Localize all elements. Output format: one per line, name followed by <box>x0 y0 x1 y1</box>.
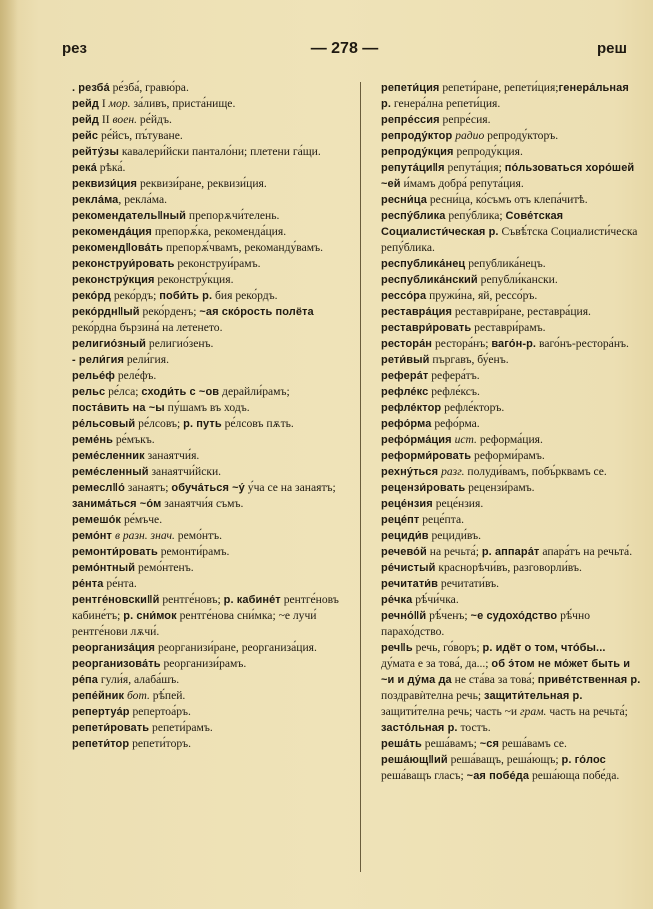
dictionary-entry <box>371 288 641 304</box>
headword: речево́й <box>381 546 427 558</box>
headword: репети́тор <box>72 738 130 750</box>
dictionary-entry <box>371 384 641 400</box>
translation: ре́мъче. <box>121 513 163 526</box>
headword: реша́ть <box>381 738 422 750</box>
headword: рентге́новски‖й <box>72 594 160 606</box>
dictionary-entry <box>371 272 641 288</box>
translation: рефле́кторъ. <box>441 401 505 414</box>
translation: реставри́ране, реставра́ция. <box>451 305 591 318</box>
dictionary-entry <box>62 96 350 112</box>
translation: реце́нзия. <box>432 497 484 510</box>
page-number: — 278 — <box>310 40 379 57</box>
translation: репута́ция; <box>444 161 505 174</box>
headword: рефо́рма́ция <box>381 434 452 446</box>
dictionary-entry <box>62 640 350 656</box>
headword: реконструи́ровать <box>72 258 175 270</box>
headword: поби́ть р. <box>159 290 213 302</box>
headword: река́ <box>72 162 97 174</box>
translation: занаятчи́йски. <box>148 465 222 478</box>
dictionary-entry <box>62 144 350 160</box>
headword: ~ся <box>479 738 499 750</box>
headword: засто́льная р. <box>381 722 458 734</box>
translation: ремонти́рамъ. <box>157 545 230 558</box>
dictionary-entry <box>62 208 350 224</box>
translation: препорѫчи́телень. <box>186 209 280 222</box>
translation: ремо́нтъ. <box>174 529 223 542</box>
translation: репети́рамъ. <box>149 721 213 734</box>
dictionary-entry <box>371 576 641 592</box>
headword: репертуа́р <box>72 706 130 718</box>
dictionary-entry <box>371 544 641 560</box>
dictionary-entry <box>371 112 641 128</box>
dictionary-entry <box>371 464 641 480</box>
headword: рефера́т <box>381 370 429 382</box>
headword: реко́рдн‖ый <box>72 306 140 318</box>
translation: краснорѣчи́въ, разговорли́въ. <box>435 561 582 574</box>
translation: реставри́рамъ. <box>471 321 546 334</box>
dictionary-entry <box>62 176 350 192</box>
headword: реце́пт <box>381 514 420 526</box>
headword: рельс <box>72 386 106 398</box>
translation: рентге́нова сни́мка; ~е лучи́ рентге́нови лѫчи́. <box>72 609 317 638</box>
dictionary-entry <box>62 480 350 512</box>
translation: апара́тъ на речьта́. <box>539 545 633 558</box>
translation: репроду́кторъ. <box>484 129 559 142</box>
headword: р. путь <box>183 418 222 430</box>
column-divider <box>360 82 361 872</box>
headword: обуча́ться ~у́ <box>171 482 245 494</box>
dictionary-entry <box>62 592 350 640</box>
headword: защити́тельная р. <box>484 690 583 702</box>
translation: полуди́вамъ, побъ́рквамъ се. <box>464 465 607 478</box>
translation: кавалери́йски пантало́ни; плетени га́щи. <box>118 145 321 158</box>
dictionary-entry <box>62 576 350 592</box>
translation: рѣ́чи́чка. <box>412 593 459 606</box>
dictionary-entry <box>62 80 350 96</box>
translation: репертоа́ръ. <box>129 705 191 718</box>
headword: рекоменда́ция <box>72 226 152 238</box>
headword: р. кабине́т <box>223 594 281 606</box>
translation: II <box>98 113 113 126</box>
headword: ремесл‖о́ <box>72 482 125 494</box>
header-right-guide-word: реш <box>596 40 627 57</box>
dictionary-entry <box>371 400 641 416</box>
dictionary-entry <box>371 352 641 368</box>
translation: Съвѣ́тска Социалисти́ческа репу́блика. <box>381 225 638 254</box>
headword: реша́ющ‖ий <box>381 754 448 766</box>
headword: ресни́ца <box>381 194 427 206</box>
translation: бия реко́рдъ. <box>212 289 278 302</box>
translation: ре́лса; <box>105 385 142 398</box>
headword: репети́ровать <box>72 722 150 734</box>
translation: републи́кански. <box>477 273 558 286</box>
translation: рѣка́. <box>96 161 126 174</box>
translation: ресни́ца, ко́съмъ отъ клепа́читѣ. <box>426 193 588 206</box>
dictionary-entry <box>371 416 641 432</box>
headword: ремонти́ровать <box>72 546 158 558</box>
translation: реле́фъ. <box>114 369 157 382</box>
dictionary-entry <box>62 560 350 576</box>
headword: поста́вить на ~ы <box>72 402 165 414</box>
right-column <box>371 80 641 784</box>
dictionary-entry <box>371 480 641 496</box>
translation: репре́сия. <box>439 113 491 126</box>
translation: за́ливъ, приста́нище. <box>130 97 236 110</box>
dictionary-entry <box>371 752 641 784</box>
translation: рефле́ксъ. <box>428 385 480 398</box>
usage-label: в разн. знач. <box>114 529 175 542</box>
translation: пъргавъ, бу́енъ. <box>429 353 509 366</box>
headword: реставри́ровать <box>381 322 472 334</box>
dictionary-entry <box>371 640 641 736</box>
headword: ~ая побе́да <box>466 770 530 782</box>
headword: по́льзоваться хоро́шей ~ей <box>381 162 635 190</box>
headword: приве́тственная р. <box>537 674 641 686</box>
dictionary-entry <box>371 80 641 112</box>
translation: ре́йсъ, пъ́туване. <box>98 129 183 142</box>
translation: ре́нта. <box>103 577 137 590</box>
translation: реформи́рамъ. <box>471 449 545 462</box>
headword: Сове́тская Социалисти́ческая р. <box>381 210 564 238</box>
translation: реша́ващъ гласъ; <box>381 769 467 782</box>
dictionary-entry <box>62 432 350 448</box>
left-column <box>62 80 350 752</box>
translation: рестора́нъ; <box>432 337 492 350</box>
translation: поздравѝтелна речь; <box>381 689 485 702</box>
headword: репроду́ктор <box>381 130 453 142</box>
dictionary-entry <box>62 512 350 528</box>
headword: реч‖ь <box>381 642 413 654</box>
headword: ~ая ско́рость полёта <box>199 306 314 318</box>
translation: ре́йдъ. <box>137 113 172 126</box>
translation: рентге́новъ; <box>159 593 224 606</box>
dictionary-entry <box>371 512 641 528</box>
headword: рефо́рма <box>381 418 432 430</box>
translation: ре́мъкъ. <box>112 433 155 446</box>
translation: рефера́тъ. <box>428 369 480 382</box>
headword: репре́ссия <box>381 114 440 126</box>
translation: реконстру́кция. <box>154 273 234 286</box>
dictionary-entry <box>62 464 350 480</box>
headword: ремо́нт <box>72 530 113 542</box>
translation: реко́рдна бързина́ на летенето. <box>72 321 223 334</box>
headword: речитати́в <box>381 578 439 590</box>
translation: реквизи́ране, реквизи́ция. <box>137 177 267 190</box>
translation: речитати́въ. <box>438 577 500 590</box>
dictionary-entry <box>371 432 641 448</box>
usage-label: разг. <box>441 465 465 478</box>
headword: реме́сленный <box>72 466 149 478</box>
dictionary-entry <box>62 368 350 384</box>
dictionary-entry <box>62 736 350 752</box>
page-edge-shadow <box>0 0 18 909</box>
dictionary-entry <box>62 528 350 544</box>
dictionary-entry <box>62 128 350 144</box>
translation: република́нецъ. <box>465 257 546 270</box>
headword: сходи́ть с ~ов <box>141 386 220 398</box>
dictionary-entry <box>371 320 641 336</box>
headword: реконстру́кция <box>72 274 155 286</box>
headword: религио́зный <box>72 338 147 350</box>
headword: реорганиза́ция <box>72 642 156 654</box>
headword: репе́йник <box>72 690 125 702</box>
dictionary-entry <box>62 112 350 128</box>
translation: ре́лсовъ; <box>135 417 184 430</box>
dictionary-entry <box>62 656 350 672</box>
translation: препорѫ́чвамъ, рекоманду́вамъ. <box>163 241 323 254</box>
dictionary-entry <box>371 144 641 160</box>
headword: репута́ци‖я <box>381 162 445 174</box>
translation: речь, го́воръ; <box>412 641 483 654</box>
translation: реформа́ция. <box>476 433 543 446</box>
translation: занаятъ; <box>124 481 172 494</box>
dictionary-entry <box>371 608 641 640</box>
translation: реша́вамъ; <box>421 737 480 750</box>
translation: реша́ващъ, реша́ющъ; <box>447 753 562 766</box>
headword: речно́‖й <box>381 610 427 622</box>
translation: на речьта́; <box>426 545 482 558</box>
headword: реорганизова́ть <box>72 658 161 670</box>
dictionary-entry <box>62 416 350 432</box>
dictionary-entry <box>371 592 641 608</box>
translation: реша́вамъ се. <box>498 737 567 750</box>
dictionary-entry <box>62 704 350 720</box>
headword: рекла́ма <box>72 194 119 206</box>
translation: реко́рдъ; <box>110 289 160 302</box>
headword: рестора́н <box>381 338 433 350</box>
translation: пружи́на, яй, рессо́ръ. <box>426 289 538 302</box>
headword: генера́льная р. <box>381 82 629 110</box>
translation: препорѫ́ка, рекоменда́ция. <box>151 225 287 238</box>
headword: реме́нь <box>72 434 113 446</box>
translation: рѣ́пей. <box>149 689 186 702</box>
translation: занаятчи́я съмъ. <box>161 497 244 510</box>
translation: реце́пта. <box>419 513 465 526</box>
translation: дерайли́рамъ; <box>219 385 290 398</box>
translation: ваго́нъ-рестора́нъ. <box>536 337 629 350</box>
dictionary-entry <box>62 256 350 272</box>
headword: - рели́гия <box>72 354 124 366</box>
dictionary-entry <box>62 672 350 688</box>
dictionary-entry <box>371 128 641 144</box>
translation: часть на речьта́; <box>546 705 628 718</box>
dictionary-entry <box>62 448 350 464</box>
translation: репети́торъ. <box>129 737 192 750</box>
translation: пу́шамъ въ ходъ. <box>164 401 250 414</box>
dictionary-entry <box>371 256 641 272</box>
translation: ду́мата е за това́, да...; <box>381 657 492 670</box>
headword: занима́ться ~о́м <box>72 498 162 510</box>
translation: , рекла́ма. <box>118 193 168 206</box>
headword: ре́льсовый <box>72 418 136 430</box>
headword: рейд <box>72 98 99 110</box>
headword: ре́чка <box>381 594 413 606</box>
dictionary-entry <box>62 288 350 304</box>
headword: р. го́лос <box>561 754 606 766</box>
headword: рекомендатель‖ный <box>72 210 186 222</box>
dictionary-entry <box>371 528 641 544</box>
usage-label: бот. <box>126 689 150 702</box>
translation: ре́зба́, гравю́ра. <box>109 81 189 94</box>
translation: ремо́нтенъ. <box>135 561 194 574</box>
translation: рефо́рма. <box>431 417 480 430</box>
dictionary-entry <box>62 720 350 736</box>
translation: не ста́ва за това́; <box>451 673 538 686</box>
headword: респу́блика <box>381 210 446 222</box>
dictionary-entry <box>62 160 350 176</box>
translation: религио́зенъ. <box>146 337 214 350</box>
headword: ремо́нтный <box>72 562 136 574</box>
translation: репроду́кция. <box>453 145 523 158</box>
translation: защити́телна речь; часть ~и <box>381 705 521 718</box>
usage-label: грам. <box>520 705 547 718</box>
headword: р. сни́мок <box>123 610 177 622</box>
usage-label: ист. <box>454 433 477 446</box>
translation: рециди́въ. <box>428 529 482 542</box>
translation: рентге́новъ кабине́тъ; <box>72 593 339 622</box>
headword: репроду́кция <box>381 146 454 158</box>
translation: реорганизи́ране, реорганиза́ция. <box>155 641 317 654</box>
headword: рециди́в <box>381 530 429 542</box>
headword: ре́чистый <box>381 562 436 574</box>
dictionary-entry <box>371 304 641 320</box>
headword: об э́том не мо́жет быть и ~и и ду́ма да <box>381 658 631 686</box>
dictionary-entry <box>371 560 641 576</box>
dictionary-entry <box>371 336 641 352</box>
page-header <box>62 40 627 70</box>
translation: и́мамъ добра́ репута́ция. <box>400 177 524 190</box>
headword: рейс <box>72 130 99 142</box>
headword: ремешо́к <box>72 514 122 526</box>
headword: релье́ф <box>72 370 115 382</box>
headword: республика́нский <box>381 274 478 286</box>
translation: репу́блика; <box>445 209 506 222</box>
dictionary-entry <box>62 352 350 368</box>
dictionary-entry <box>62 544 350 560</box>
headword: реформи́ровать <box>381 450 472 462</box>
headword: реквизи́ция <box>72 178 138 190</box>
headword: рессо́ра <box>381 290 427 302</box>
headword: рекоменд‖ова́ть <box>72 242 164 254</box>
dictionary-entry <box>62 272 350 288</box>
headword: реко́рд <box>72 290 111 302</box>
headword: репети́ция <box>381 82 440 94</box>
headword: реце́нзия <box>381 498 433 510</box>
translation: репети́ране, репети́ция; <box>439 81 559 94</box>
headword: . резба́ <box>72 82 110 94</box>
headword: рефле́кс <box>381 386 429 398</box>
headword: республика́нец <box>381 258 466 270</box>
headword: рейд <box>72 114 99 126</box>
translation: рѣ́чно парахо́дство. <box>381 609 591 638</box>
headword: ре́нта <box>72 578 104 590</box>
dictionary-entry <box>62 336 350 352</box>
translation: реконструи́рамъ. <box>174 257 261 270</box>
dictionary-entry <box>62 384 350 416</box>
header-left-guide-word: рез <box>62 40 87 57</box>
dictionary-entry <box>371 208 641 256</box>
usage-label: воен. <box>112 113 137 126</box>
translation: гули́я, алаба́шъ. <box>98 673 180 686</box>
headword: рефле́ктор <box>381 402 442 414</box>
headword: ~е судохо́дство <box>470 610 558 622</box>
translation: тостъ. <box>457 721 491 734</box>
translation: рели́гия. <box>123 353 169 366</box>
usage-label: радио <box>455 129 485 142</box>
dictionary-entry <box>62 240 350 256</box>
dictionary-entry <box>371 736 641 752</box>
headword: реме́сленник <box>72 450 145 462</box>
headword: рецензи́ровать <box>381 482 466 494</box>
dictionary-entry <box>371 192 641 208</box>
dictionary-entry <box>62 224 350 240</box>
translation: рѣ́ченъ; <box>426 609 471 622</box>
dictionary-entry <box>371 160 641 192</box>
headword: рейту́зы <box>72 146 119 158</box>
headword: ваго́н-р. <box>491 338 537 350</box>
translation: генера́лна репети́ция. <box>390 97 501 110</box>
headword: реставра́ция <box>381 306 452 318</box>
usage-label: мор. <box>108 97 131 110</box>
dictionary-entry <box>371 368 641 384</box>
headword: рети́вый <box>381 354 430 366</box>
dictionary-entry <box>62 192 350 208</box>
translation: реко́рденъ; <box>139 305 200 318</box>
headword: ре́па <box>72 674 98 686</box>
translation: реорганизи́рамъ. <box>160 657 247 670</box>
dictionary-entry <box>62 688 350 704</box>
headword: р. идёт о том, что́бы... <box>482 642 606 654</box>
translation: занаятчи́я. <box>144 449 200 462</box>
headword: рехну́ться <box>381 466 439 478</box>
dictionary-entry <box>371 496 641 512</box>
translation: рецензи́рамъ. <box>465 481 535 494</box>
dictionary-entry <box>62 304 350 336</box>
translation: I <box>98 97 109 110</box>
translation: у́ча се на занаятъ; <box>244 481 336 494</box>
translation: ре́лсовъ пѫть. <box>221 417 294 430</box>
headword: р. аппара́т <box>481 546 540 558</box>
dictionary-entry <box>371 448 641 464</box>
translation: реша́юща побе́да. <box>529 769 620 782</box>
